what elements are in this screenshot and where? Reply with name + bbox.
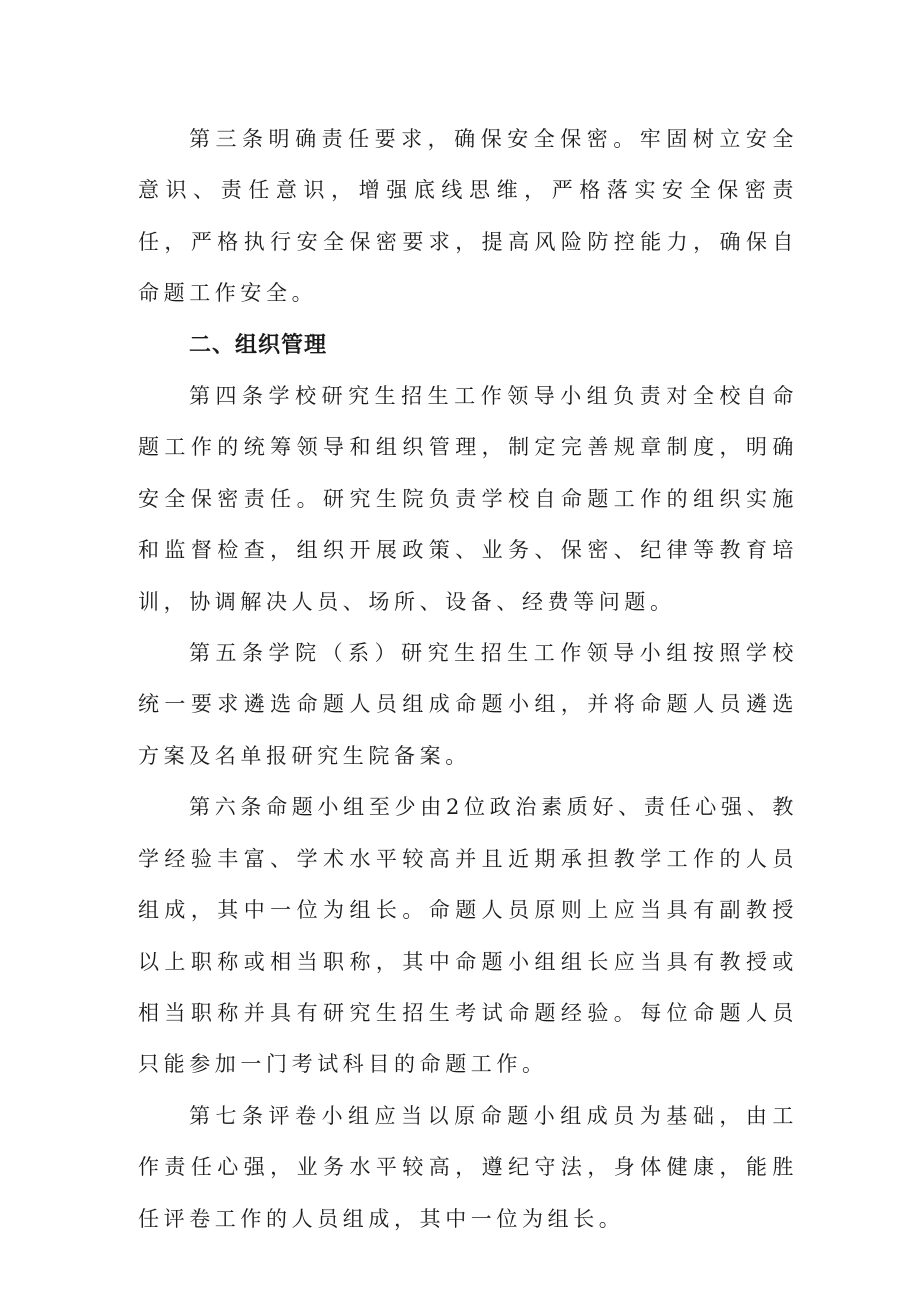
- article-4-paragraph: 第四条学校研究生招生工作领导小组负责对全校自命题工作的统筹领导和组织管理，制定完善规章制度，明确安全保密责任。研究生院负责学校自命题工作的组织实施和监督检查，组织开展政策、业务、保密、纪律等教育培训，协调解决人员、场所、设备、经费等问题。: [138, 384, 798, 614]
- article-6-paragraph: 第六条命题小组至少由2位政治素质好、责任心强、教学经验丰富、学术水平较高并且近期承担教学工作的人员组成，其中一位为组长。命题人员原则上应当具有副教授以上职称或相当职称，其中命题小组组长应当具有教授或相当职称并具有研究生招生考试命题经验。每位命题人员只能参加一门考试科目的命题工作。: [138, 795, 798, 1077]
- article-5-paragraph: 第五条学院（系）研究生招生工作领导小组按照学校统一要求遴选命题人员组成命题小组，并将命题人员遴选方案及名单报研究生院备案。: [138, 641, 798, 768]
- article-7-paragraph: 第七条评卷小组应当以原命题小组成员为基础，由工作责任心强，业务水平较高，遵纪守法，身体健康，能胜任评卷工作的人员组成，其中一位为组长。: [138, 1103, 798, 1231]
- article-3-paragraph: 第三条明确责任要求，确保安全保密。牢固树立安全意识、责任意识，增强底线思维，严格落实安全保密责任，严格执行安全保密要求，提高风险防控能力，确保自命题工作安全。: [138, 127, 798, 306]
- section-heading-organization: 二、组织管理: [189, 332, 328, 358]
- document-body: [138, 114, 798, 1245]
